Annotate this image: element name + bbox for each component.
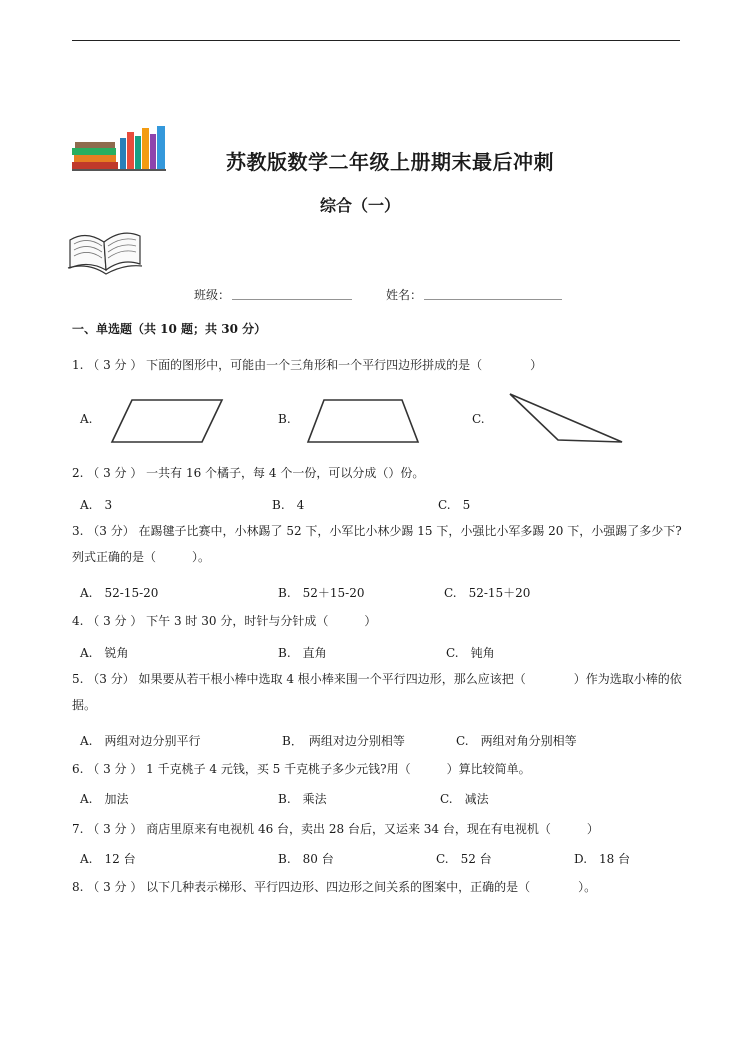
question-4-stem: 4. （ 3 分 ） 下午 3 时 30 分，时针与分针成（ ） [72, 614, 377, 628]
question-3-option-c[interactable]: C. 52-15＋20 [444, 586, 531, 600]
question-1-option-a[interactable]: A. [80, 412, 93, 426]
class-field[interactable]: ____________________ [232, 286, 352, 300]
name-label: 姓名： [386, 288, 423, 302]
question-1-stem: 1. （ 3 分 ） 下面的图形中，可能由一个三角形和一个平行四边形拼成的是（ ） [72, 358, 543, 372]
question-4-option-a[interactable]: A. 锐角 [80, 646, 129, 660]
question-6-option-c[interactable]: C. 减法 [440, 792, 489, 806]
question-3-option-a[interactable]: A. 52-15-20 [80, 586, 159, 600]
question-2-option-c[interactable]: C. 5 [438, 498, 471, 512]
question-2-option-a[interactable]: A. 3 [80, 498, 113, 512]
name-field[interactable]: _______________________ [424, 286, 562, 300]
question-7-option-a[interactable]: A. 12 台 [80, 852, 136, 866]
question-6-option-a[interactable]: A. 加法 [80, 792, 129, 806]
triangle-figure [508, 392, 624, 446]
question-7-option-c[interactable]: C. 52 台 [436, 852, 492, 866]
question-8-stem: 8. （ 3 分 ） 以下几种表示梯形、平行四边形、四边形之间关系的图案中，正确的是（ ）。 [72, 880, 597, 894]
question-7-stem: 7. （ 3 分 ） 商店里原来有电视机 46 台，卖出 28 台后，又运来 34 台，现在有电视机（ ） [72, 822, 599, 836]
question-2-stem: 2. （ 3 分 ） 一共有 16 个橘子，每 4 个一份，可以分成（）份。 [72, 466, 425, 480]
class-label: 班级： [194, 288, 231, 302]
question-3-stem: 3. （3 分） 在踢毽子比赛中，小林踢了 52 下，小军比小林少踢 15 下，小强比小军多踢 20 下，小强踢了多少下?列式正确的是（ ）。 [72, 524, 682, 564]
header-rule [72, 40, 680, 41]
question-7-option-d[interactable]: D. 18 台 [574, 852, 631, 866]
question-1-option-b[interactable]: B. [278, 412, 291, 426]
question-4-option-b[interactable]: B. 直角 [278, 646, 327, 660]
section-heading: 一、单选题（共 10 题；共 30 分） [72, 322, 267, 336]
page-title: 苏教版数学二年级上册期末最后冲刺 [226, 150, 554, 174]
question-1-option-c[interactable]: C. [472, 412, 485, 426]
question-7-option-b[interactable]: B. 80 台 [278, 852, 334, 866]
question-3-option-b[interactable]: B. 52＋15-20 [278, 586, 365, 600]
page-subtitle: 综合（一） [319, 196, 400, 215]
question-5-option-b[interactable]: B． 两组对边分别相等 [282, 734, 405, 748]
question-4-option-c[interactable]: C. 钝角 [446, 646, 495, 660]
question-6-option-b[interactable]: B. 乘法 [278, 792, 327, 806]
open-book-icon [66, 222, 144, 276]
trapezoid-figure [306, 398, 420, 444]
parallelogram-figure [110, 398, 224, 444]
question-5-stem: 5. （3 分） 如果要从若干根小棒中选取 4 根小棒来围一个平行四边形，那么应该把（ ）作为选取小棒的依据。 [72, 672, 682, 712]
question-5-option-c[interactable]: C. 两组对角分别相等 [456, 734, 577, 748]
question-5-option-a[interactable]: A. 两组对边分别平行 [80, 734, 201, 748]
question-2-option-b[interactable]: B. 4 [272, 498, 305, 512]
question-6-stem: 6. （ 3 分 ） 1 千克桃子 4 元钱，买 5 千克桃子多少元钱?用（ ）算比较简单。 [72, 762, 531, 776]
stacked-books-icon [72, 124, 168, 172]
